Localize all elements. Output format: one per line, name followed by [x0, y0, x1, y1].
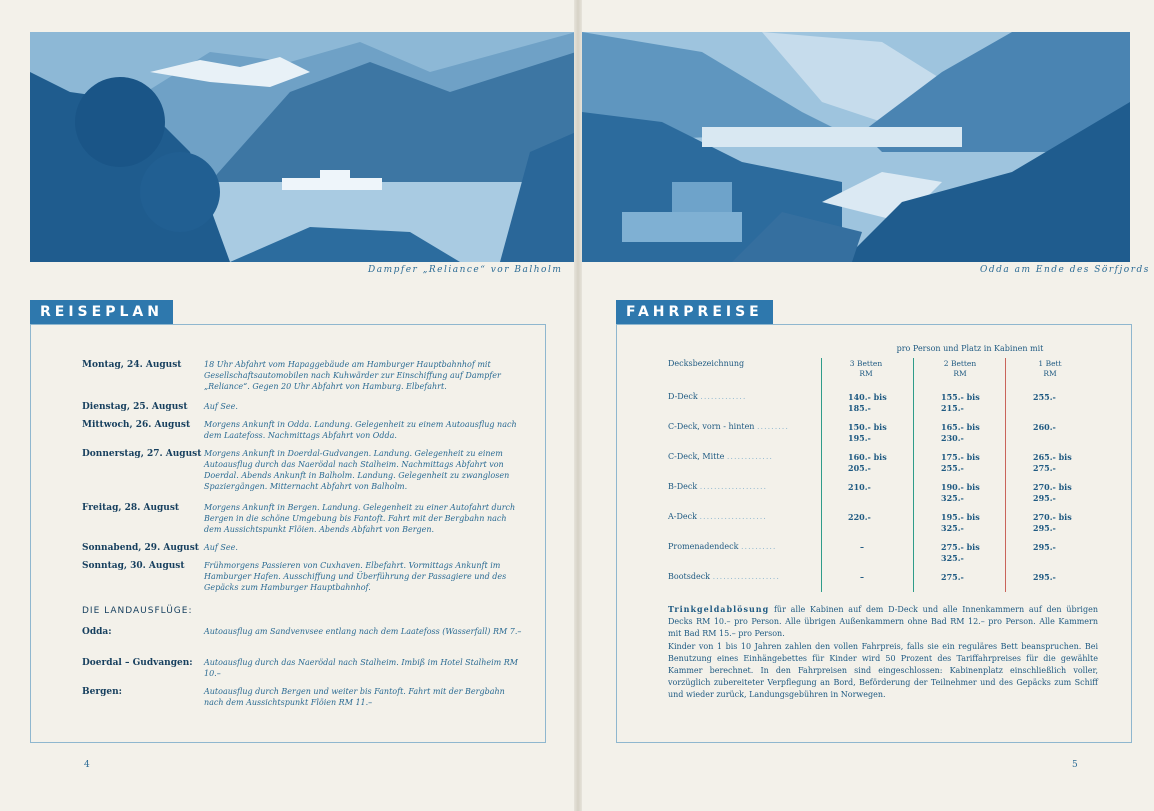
photo-caption-right: Odda am Ende des Sörfjords: [980, 265, 1150, 275]
itinerary-day: Dienstag, 25. August: [82, 402, 188, 412]
price-cell: 210.-: [848, 482, 871, 492]
itinerary-day: Sonnabend, 29. August: [82, 543, 199, 553]
table-header-2-beds: 2 Betten RM: [943, 359, 977, 378]
price-cell: 255.-: [1033, 392, 1056, 402]
itinerary-day: Montag, 24. August: [82, 360, 182, 370]
itinerary-text: 18 Uhr Abfahrt vom Hapaggebäude am Hamburger Hauptbahnhof mit Gesellschaftsautomobilen nach Kuhwärder zur Einschiffung auf Dampfer „Reliance“. Gegen 20 Uhr Abfahrt von Hamburg. Elbefahrt.: [204, 360, 501, 391]
excursion-place: Bergen:: [82, 687, 122, 697]
itinerary-day: Sonntag, 30. August: [82, 561, 185, 571]
table-row-deck: B-Deck ...................: [668, 482, 768, 491]
table-row-deck: Promenadendeck ..........: [668, 542, 777, 551]
heading-reiseplan: REISEPLAN: [30, 300, 173, 324]
price-cell: 195.- bis 325.-: [941, 512, 980, 533]
table-header-3-beds: 3 Betten RM: [849, 359, 883, 378]
price-cell: 260.-: [1033, 422, 1056, 432]
table-row-deck: C-Deck, Mitte .............: [668, 452, 773, 461]
itinerary-day: Donnerstag, 27. August: [82, 449, 202, 459]
itinerary-text: Frühmorgens Passieren von Cuxhaven. Elbefahrt. Vormittags Ankunft im Hamburger Hafen. Ausschiffung und Überführung der Passagiere und des Gepäcks zum Hamburger Hauptbahnhof.: [204, 561, 507, 592]
price-cell: 295.-: [1033, 542, 1056, 552]
table-group-header: pro Person und Platz in Kabinen mit: [896, 344, 1044, 353]
price-cell: 270.- bis 295.-: [1033, 482, 1072, 503]
table-row-deck: Bootsdeck ...................: [668, 572, 780, 581]
fare-notes: Trinkgeldablösung für alle Kabinen auf dem D-Deck und alle Innenkammern auf den übrigen Decks RM 10.– pro Person. Alle übrigen Außenkammern ohne Bad RM 12.– pro Person. Alle Kammern mit Bad RM 15.– pro Person. Kinder von 1 bis 10 Jahren zahlen den vollen Fahrpreis, falls sie ein reguläres Bett beanspruchen. Bei Benutzung eines Einhängebettes für Kinder wird 50 Prozent des Tariffahrpreises für die gewählte Kammer berechnet. In den Fahrpreisen sind eingeschlossen: Kabinenplatz einschließlich voller, vorzüglich zubereiteter Verpflegung an Bord, Beförderung der Teilnehmer und des Gepäcks zum Schiff und wieder zurück, Landungsgebühren in Norwegen.: [668, 604, 1098, 700]
price-cell: –: [860, 572, 864, 582]
column-divider: [1005, 358, 1006, 592]
itinerary-text: Morgens Ankunft in Odda. Landung. Gelegenheit zu einem Autoausflug nach dem Laatefoss. Nachmittags Abfahrt von Odda.: [204, 420, 517, 440]
price-cell: 275.-: [941, 572, 964, 582]
column-divider: [821, 358, 822, 592]
page-number-left: 4: [84, 760, 90, 770]
table-header-1-bed: 1 Bett RM: [1038, 359, 1062, 378]
price-cell: 140.- bis 185.-: [848, 392, 887, 413]
itinerary-text: Auf See.: [204, 543, 238, 552]
price-cell: 175.- bis 255.-: [941, 452, 980, 473]
itinerary-text: Morgens Ankunft in Bergen. Landung. Gelegenheit zu einer Autofahrt durch Bergen in die schöne Umgebung bis Fantoft. Fahrt mit der Bergbahn nach dem Aussichtspunkt Flöien. Abends Abfahrt von Bergen.: [204, 503, 516, 534]
photo-caption-left: Dampfer „Reliance“ vor Balholm: [368, 265, 563, 275]
price-cell: 220.-: [848, 512, 871, 522]
excursion-text: Autoausflug am Sandvenvsee entlang nach dem Laatefoss (Wasserfall) RM 7.–: [204, 627, 522, 636]
heading-fahrpreise: FAHRPREISE: [616, 300, 773, 324]
price-cell: 160.- bis 205.-: [848, 452, 887, 473]
prices-frame-bottom: [616, 742, 1131, 743]
excursion-text: Autoausflug durch Bergen und weiter bis Fantoft. Fahrt mit der Bergbahn nach dem Aussichtspunkt Flöien RM 11.–: [204, 687, 505, 707]
excursion-text: Autoausflug durch das Naerödal nach Stalheim. Imbiß im Hotel Stalheim RM 10.–: [204, 658, 518, 678]
table-row-deck: A-Deck ...................: [668, 512, 767, 521]
table-header-deck: Decksbezeichnung: [668, 359, 745, 368]
itinerary-day: Mittwoch, 26. August: [82, 420, 191, 430]
price-cell: 270.- bis 295.-: [1033, 512, 1072, 533]
price-cell: 155.- bis 215.-: [941, 392, 980, 413]
price-cell: 275.- bis 325.-: [941, 542, 980, 563]
excursions-heading: DIE LANDAUSFLÜGE:: [82, 606, 193, 616]
itinerary-text: Auf See.: [204, 402, 238, 411]
table-row-deck: C-Deck, vorn - hinten .........: [668, 422, 789, 431]
price-cell: 150.- bis 195.-: [848, 422, 887, 443]
itinerary-text: Morgens Ankunft in Doerdal-Gudvangen. Landung. Gelegenheit zu einem Autoausflug durch das Naerödal nach Stalheim. Nachmittags Abfahrt von Doerdal. Abends Ankunft in Balholm. Landung. Gelegenheit zu zwanglosen Spaziergängen. Mitternacht Abfahrt von Balholm.: [204, 449, 510, 491]
excursion-place: Doerdal – Gudvangen:: [82, 658, 193, 668]
price-cell: 165.- bis 230.-: [941, 422, 980, 443]
page-number-right: 5: [1072, 760, 1078, 770]
price-cell: 295.-: [1033, 572, 1056, 582]
photo-odda: [582, 32, 1130, 262]
price-cell: –: [860, 542, 864, 552]
itinerary-day: Freitag, 28. August: [82, 503, 180, 513]
table-row-deck: D-Deck .............: [668, 392, 747, 401]
price-cell: 190.- bis 325.-: [941, 482, 980, 503]
excursion-place: Odda:: [82, 627, 112, 637]
price-cell: 265.- bis 275.-: [1033, 452, 1072, 473]
column-divider: [913, 358, 914, 592]
